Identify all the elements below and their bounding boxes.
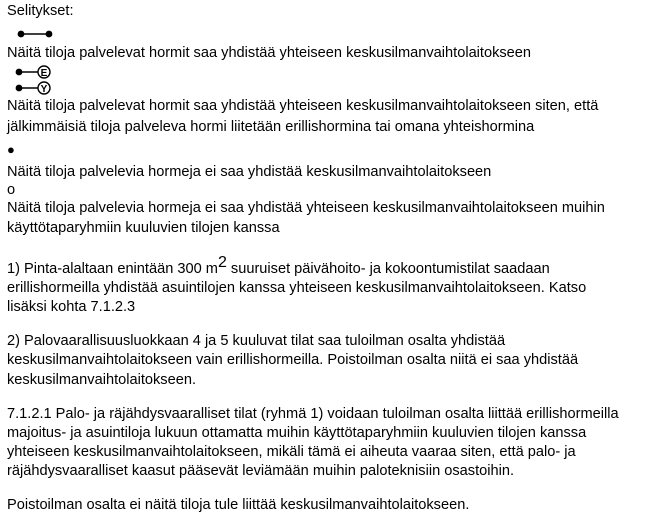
note-3-line-1: 7.1.2.1 Palo- ja räjähdysvaaralliset tilat (ryhmä 1) voidaan tuloilman osalta liittää erillishormeilla [7, 406, 619, 422]
legend-heading: Selitykset: [7, 3, 74, 19]
note-2-line-1: 2) Palovaarallisuusluokkaan 4 ja 5 kuuluvat tilat saa tuloilman osalta yhdistää [7, 333, 506, 349]
legend-item-3: Näitä tiloja palvelevia hormeja ei saa yhdistää keskusilmanvaihtolaitokseen [7, 164, 492, 180]
note-3-line-4: räjähdysvaaralliset kaasut pääsevät leviämään muihin paloteknisiin osastoihin. [7, 463, 515, 479]
note-1-line-1 [7, 254, 550, 278]
note-1-line-2: erillishormeilla yhdistää asuintilojen kanssa yhteiseen keskusilmanvaihtolaitokseen. Katso [7, 280, 587, 296]
legend-item-4-line-2: käyttötaparyhmiin kuuluvien tilojen kanssa [7, 220, 280, 236]
legend-item-4-line-1: Näitä tiloja palvelevia hormeja ei saa yhdistää yhteiseen keskusilmanvaihtolaitokseen muihin [7, 200, 605, 216]
connected-ducts-icon [17, 29, 53, 39]
note-1-line-3: lisäksi kohta 7.1.2.3 [7, 299, 136, 315]
legend-item-2-line-1: Näitä tiloja palvelevat hormit saa yhdistää yhteiseen keskusilmanvaihtolaitokseen siten, että [7, 98, 599, 114]
hollow-circle-icon: o [7, 182, 16, 198]
symbol-label-y: Y [40, 84, 48, 95]
legend-item-1: Näitä tiloja palvelevat hormit saa yhdistää yhteiseen keskusilmanvaihtolaitokseen [7, 45, 532, 61]
legend-item-2-line-2: jälkimmäisiä tiloja palveleva hormi liitetään erillishormina tai omana yhteishormina [7, 119, 535, 135]
note-4-line-1: Poistoilman osalta ei näitä tiloja tule liittää keskusilmanvaihtolaitokseen. [7, 497, 470, 513]
note-3-line-3: yhteiseen keskusilmanvaihtolaitokseen, mikäli tämä ei aiheuta vaaraa siten, että palo- ja [7, 444, 576, 460]
note-1-text-b: suuruiset päivähoito- ja kokoontumistilat saadaan [226, 261, 550, 277]
note-1-text-a: 1) Pinta-alaltaan enintään 300 m [7, 261, 218, 277]
note-2-line-3: keskusilmanvaihtolaitokseen. [7, 372, 197, 388]
symbol-label-e: E [40, 68, 48, 79]
note-2-line-2: keskusilmanvaihtolaitokseen vain erillishormeilla. Poistoilman osalta niitä ei saa yhdistää [7, 352, 579, 368]
separate-duct-icon [14, 63, 54, 95]
note-1-superscript: 2 [217, 254, 227, 271]
note-3-line-2: majoitus- ja asuintiloja lukuun ottamatta muihin käyttötaparyhmiin kuuluvien tilojen kanssa [7, 425, 587, 441]
filled-dot-icon: ● [7, 142, 15, 157]
